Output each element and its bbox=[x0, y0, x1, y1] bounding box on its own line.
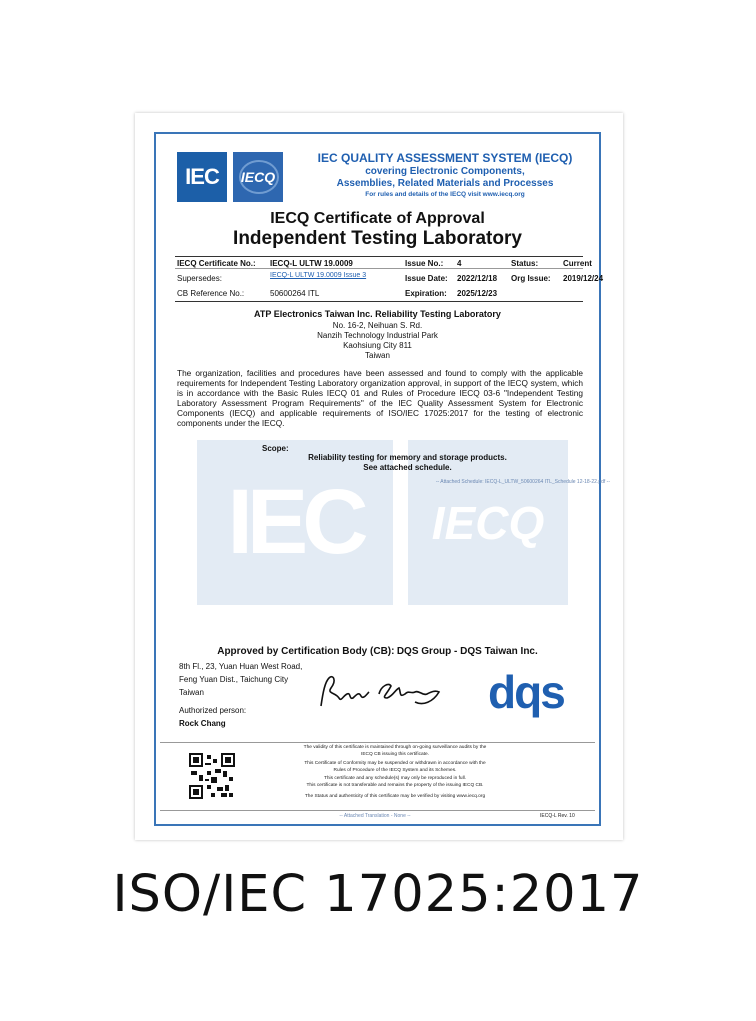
issue-date-label: Issue Date: bbox=[405, 274, 448, 283]
org-address-line-2: Nanzih Technology Industrial Park bbox=[317, 331, 438, 340]
iecq-logo-text: IECQ bbox=[240, 169, 276, 185]
standard-caption: ISO/IEC 17025:2017 bbox=[112, 865, 644, 924]
certificate-body-text: The organization, facilities and procedures have been assessed and found to comply with the applicable requirements for Independent Testing Laboratory organization approval, in support of the IECQ system, which is in accordance with the Basic Rules IECQ 01 and Rules of Procedure IECQ 03-6 "Independent Testing Laboratory Assessment Program Requirements" of the IEC Quality Assessment System for Electronic Components (IECQ) and applicable requirements of ISO/IEC 17025:2017 for the testing of electronic components under the IECQ. bbox=[177, 368, 583, 428]
expiration-value: 2025/12/23 bbox=[457, 289, 498, 298]
footer-note-2: IECQ CB issuing this certificate. bbox=[361, 752, 429, 757]
cb-address-line-2: Feng Yuan Dist., Taichung City bbox=[179, 675, 289, 684]
attached-schedule: -- Attached Schedule: IECQ-L_ULTW_50600264 ITL_Schedule 12-18-22.pdf -- bbox=[435, 479, 610, 485]
footer-note-1: The validity of this certificate is maintained through on-going surveillance audits by the bbox=[303, 745, 487, 750]
certificate-title: IECQ Certificate of Approval bbox=[270, 210, 485, 227]
org-address-line-4: Taiwan bbox=[365, 351, 390, 360]
table-top-rule bbox=[175, 256, 583, 257]
cb-address-line-3: Taiwan bbox=[179, 688, 204, 697]
signature-image bbox=[315, 672, 445, 712]
expiration-label: Expiration: bbox=[405, 289, 447, 298]
issue-no-label: Issue No.: bbox=[405, 259, 444, 268]
table-bottom-rule bbox=[175, 301, 583, 302]
scope-line-2: See attached schedule. bbox=[363, 463, 452, 472]
approval-body: DQS Group - DQS Taiwan Inc. bbox=[396, 646, 538, 657]
cb-ref-label: CB Reference No.: bbox=[177, 289, 245, 298]
rules-line: For rules and details of the IECQ visit www.iecq.org bbox=[365, 191, 525, 198]
system-title: IEC QUALITY ASSESSMENT SYSTEM (IECQ) bbox=[317, 151, 573, 165]
approval-line bbox=[160, 646, 595, 657]
footer-note-3: This Certificate of Conformity may be suspended or withdrawn in accordance with the bbox=[304, 761, 486, 766]
covering-line-1: covering Electronic Components, bbox=[365, 166, 525, 177]
supersedes-link[interactable]: IECQ-L ULTW 19.0009 Issue 3 bbox=[270, 272, 367, 279]
cb-address-line-1: 8th Fl., 23, Yuan Huan West Road, bbox=[179, 662, 303, 671]
scope-line-1: Reliability testing for memory and storage products. bbox=[308, 453, 507, 462]
org-issue-label: Org Issue: bbox=[511, 274, 551, 283]
status-value: Current bbox=[563, 259, 592, 268]
cert-no-label: IECQ Certificate No.: bbox=[177, 259, 256, 268]
watermark-iec-text: IEC bbox=[227, 471, 363, 573]
issue-no-value: 4 bbox=[457, 259, 462, 268]
org-address-line-1: No. 16-2, Neihuan S. Rd. bbox=[332, 321, 423, 330]
cb-ref-value: 50600264 ITL bbox=[270, 289, 320, 298]
footer-top-rule bbox=[160, 742, 595, 743]
footer-note-7: The Status and authenticity of this certificate may be verified by visiting www.iecq.org bbox=[304, 794, 486, 799]
footer-bottom-rule bbox=[160, 810, 595, 811]
org-address-line-3: Kaohsiung City 811 bbox=[343, 341, 412, 350]
form-revision: IECQ-L Rev. 10 bbox=[540, 813, 575, 819]
iec-logo bbox=[177, 152, 227, 202]
cert-no-value: IECQ-L ULTW 19.0009 bbox=[270, 259, 353, 268]
organization-name: ATP Electronics Taiwan Inc. Reliability Testing Laboratory bbox=[254, 309, 501, 319]
footer-note-4: Rules of Procedure of the IECQ System and its Schemes. bbox=[333, 768, 457, 773]
footer-note-5: This certificate and any schedule(s) may only be reproduced in full. bbox=[323, 776, 467, 781]
footer-note-6: This certificate is not transferable and remains the property of the issuing IECQ CB. bbox=[306, 783, 484, 788]
certificate-subtitle: Independent Testing Laboratory bbox=[233, 228, 522, 249]
dqs-logo: dqs bbox=[488, 666, 564, 718]
org-issue-value: 2019/12/24 bbox=[563, 274, 604, 283]
issue-date-value: 2022/12/18 bbox=[457, 274, 498, 283]
supersedes-label: Supersedes: bbox=[177, 274, 222, 283]
authorized-person-label: Authorized person: bbox=[179, 706, 247, 715]
watermark-iecq-text: IECQ bbox=[431, 496, 545, 549]
iecq-logo bbox=[233, 152, 283, 202]
authorized-person-name: Rock Chang bbox=[179, 719, 226, 728]
scope-label: Scope: bbox=[262, 444, 289, 453]
approval-prefix: Approved by Certification Body (CB): bbox=[217, 646, 395, 657]
status-label: Status: bbox=[511, 259, 539, 268]
qr-code-icon[interactable] bbox=[189, 753, 235, 799]
iec-logo-text: IEC bbox=[185, 164, 219, 189]
covering-line-2: Assemblies, Related Materials and Processes bbox=[336, 178, 554, 189]
table-mid-rule bbox=[175, 268, 583, 269]
attached-translation: -- Attached Translation - None -- bbox=[339, 813, 411, 819]
